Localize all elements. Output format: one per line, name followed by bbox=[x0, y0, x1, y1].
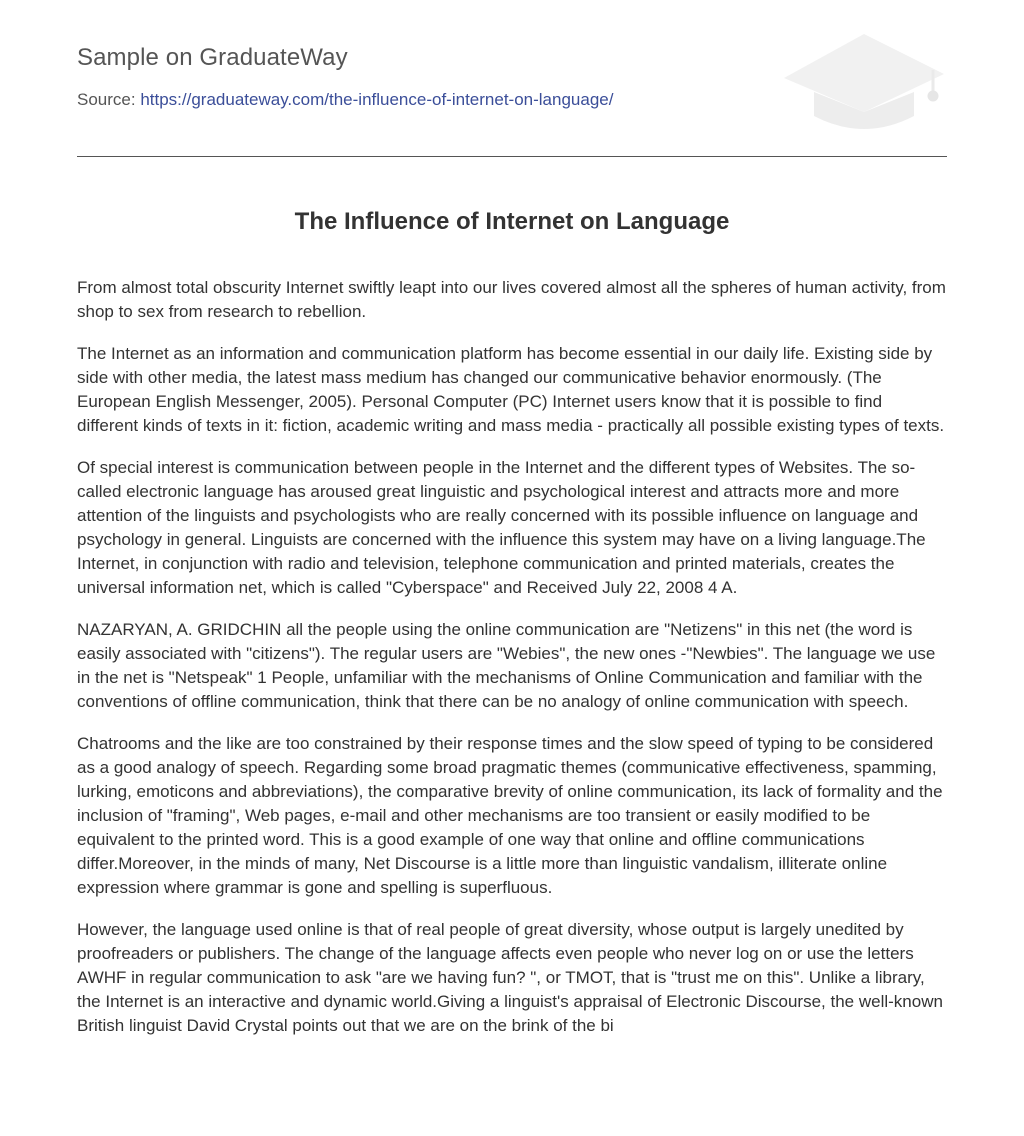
graduation-cap-icon bbox=[781, 30, 947, 134]
paragraph: From almost total obscurity Internet swiftly leapt into our lives covered almost all the spheres of human activity, from shop to sex from research to rebellion. bbox=[77, 278, 946, 321]
source-line bbox=[77, 90, 613, 110]
document-page bbox=[77, 0, 947, 1136]
paragraph: The Internet as an information and communication platform has become essential in our daily life. Existing side by side with other media, the latest mass medium has changed our communicative behavior enormously. (The European English Messenger, 2005). Personal Computer (PC) Internet users know that it is possible to find different kinds of texts in it: fiction, academic writing and mass media - practically all possible existing types of texts. bbox=[77, 344, 945, 435]
page-header bbox=[77, 0, 947, 157]
paragraph: Chatrooms and the like are too constrained by their response times and the slow speed of typing to be considered as a good analogy of speech. Regarding some broad pragmatic themes (communicative effectiveness, spamming, lurking, emoticons and abbreviations), the comparative brevity of online communication, its lack of formality and the inclusion of "framing", Web pages, e-mail and other mechanisms are too transient or easily modified to be equivalent to the printed word. This is a good example of one way that online and offline communications differ.Moreover, in the minds of many, Net Discourse is a little more than linguistic vandalism, illiterate online expression where grammar is gone and spelling is superfluous. bbox=[77, 734, 943, 897]
document-title: The Influence of Internet on Language bbox=[294, 208, 730, 235]
source-label: Source: bbox=[77, 90, 136, 109]
paragraph: However, the language used online is that of real people of great diversity, whose output is largely unedited by proofreaders or publishers. The change of the language affects even people who never log on or use the letters AWHF in regular communication to ask "are we having fun? ", or TMOT, that is "trust me on this". Unlike a library, the Internet is an interactive and dynamic world.Giving a linguist's appraisal of Electronic Discourse, the well-known British linguist David Crystal points out that we are on the brink of the bi bbox=[77, 920, 943, 1035]
document-body bbox=[77, 276, 947, 1038]
source-link[interactable]: https://graduateway.com/the-influence-of-internet-on-language/ bbox=[140, 90, 614, 109]
paragraph: Of special interest is communication between people in the Internet and the different types of Websites. The so-called electronic language has aroused great linguistic and psychological interest and attracts more and more attention of the linguists and psychologists who are really concerned with its possible influence on language and psychology in general. Linguists are concerned with the influence this system may have on a living language.The Internet, in conjunction with radio and television, telephone communication and printed materials, creates the universal information net, which is called "Cyberspace" and Received July 22, 2008 4 A. bbox=[77, 458, 926, 597]
paragraph: NAZARYAN, A. GRIDCHIN all the people using the online communication are "Netizens" in this net (the word is easily associated with "citizens"). The regular users are "Webies", the new ones -"Newbies". The language we use in the net is "Netspeak" 1 People, unfamiliar with the mechanisms of Online Communication and familiar with the conventions of offline communication, think that there can be no analogy of online communication with speech. bbox=[77, 620, 936, 711]
site-title: Sample on GraduateWay bbox=[77, 44, 348, 71]
